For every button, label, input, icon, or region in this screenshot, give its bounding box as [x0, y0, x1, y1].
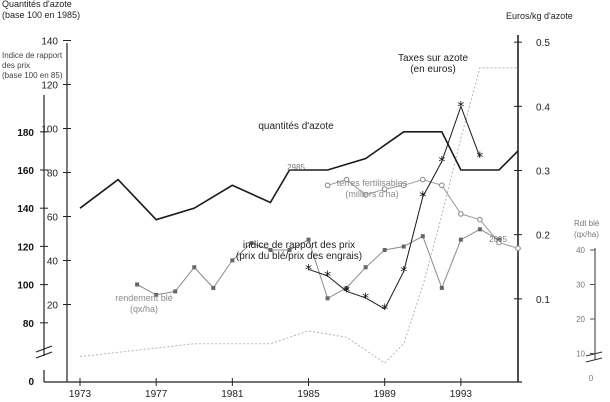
taxes-label-line-1: (en euros) [410, 64, 456, 75]
quantites-tick-label: 180 [17, 127, 34, 139]
indice-tick-label: 20 [46, 300, 58, 312]
taxes-line [80, 68, 518, 363]
x-tick-label: 1977 [145, 389, 168, 400]
indice-point: * [438, 154, 446, 171]
rdt-tick-label: 10 [576, 349, 585, 359]
terres-point [420, 177, 425, 182]
indice-line [309, 107, 480, 309]
quantites-label-line-0: quantités d'azote [258, 121, 334, 132]
indice-tick-label: 100 [41, 124, 58, 136]
rendement-point [230, 258, 234, 262]
x-tick-label: 1981 [221, 389, 244, 400]
indice-axis-title-line-2: (base 100 en 85) [2, 71, 63, 80]
rendement-point [478, 227, 482, 231]
rendement-point [326, 296, 330, 300]
x-tick-label: 1985 [297, 389, 320, 400]
x-tick-label: 1973 [68, 389, 92, 400]
indice-label-line-1: (prix du blé/prix des engrais) [235, 251, 363, 262]
terres-point [440, 183, 445, 188]
euros-tick-label: 0.4 [536, 102, 550, 114]
terres-point [516, 246, 521, 251]
rendement-point [459, 238, 463, 242]
indice-axis-title-line-1: des prix [2, 61, 31, 70]
rdt-tick-label: 30 [576, 280, 585, 290]
quantites-tick-label: 100 [17, 280, 34, 292]
rendement-point [440, 286, 444, 290]
quantites-tick-label: 140 [17, 204, 34, 216]
quantites-axis-title-line-1: (base 100 en 1985) [2, 10, 81, 20]
terres-label-line-0: terres fertilisables [336, 178, 408, 188]
x-tick-label: 1989 [373, 389, 396, 400]
terres-label-line-1: (milliers d'ha) [345, 189, 399, 199]
quantites-tick-label: 120 [17, 242, 34, 254]
terres-point [459, 212, 464, 217]
x-tick-label: 1993 [449, 389, 472, 400]
rendement-label-line-1: (qx/ha) [129, 304, 159, 314]
indice-point: * [381, 301, 389, 318]
indice-point: * [457, 99, 465, 116]
euros-tick-label: 0.5 [536, 38, 550, 50]
euros-tick-label: 0.3 [536, 166, 550, 178]
rendement-point [383, 248, 387, 252]
indice-tick-label: 40 [46, 256, 58, 268]
taxes-label-line-0: Taxes sur azote [397, 53, 469, 64]
terres-point [478, 217, 483, 222]
rendement-point [421, 234, 425, 238]
indice-axis-title-line-0: Indice de rapport [2, 51, 63, 60]
indice-tick-label: 120 [41, 80, 58, 92]
quantites-origin-label: 0 [28, 377, 34, 388]
indice-point: * [305, 262, 313, 279]
indice-point: * [362, 290, 370, 307]
rdt-tick-label: 40 [576, 246, 585, 255]
indice-point: * [324, 268, 332, 285]
terres-end-label: 2695 [489, 235, 507, 244]
rdt-tick-label: 20 [576, 315, 585, 324]
euros-tick-label: 0.2 [536, 230, 550, 242]
rendement-point [135, 283, 139, 287]
euros-axis-title: Euros/kg d'azote [506, 11, 573, 21]
indice-point: * [476, 150, 484, 167]
quantites-axis-title-line-0: Quantités d'azote [2, 0, 72, 9]
rdt-axis-title-line-1: (qx/ha) [574, 230, 599, 239]
indice-point: * [343, 284, 351, 301]
terres-start-label: 2985 [287, 163, 305, 172]
rendement-point [211, 286, 215, 290]
quantites-tick-label: 160 [17, 166, 34, 177]
indice-label-line-0: indice de rapport des prix [242, 240, 356, 251]
rendement-point [364, 265, 368, 269]
rendement-point [192, 265, 196, 269]
euros-tick-label: 0.1 [536, 294, 550, 306]
terres-point [325, 183, 330, 188]
rdt-origin-label: 0 [588, 374, 594, 383]
indice-point: * [400, 264, 408, 281]
indice-point: * [419, 189, 427, 206]
quantites-tick-label: 80 [22, 318, 34, 330]
series-layer [80, 68, 520, 363]
quantites-line [80, 132, 518, 220]
rdt-axis-title-line-0: Rdt blé [574, 219, 600, 228]
rendement-point [402, 245, 406, 249]
indice-tick-label: 80 [46, 168, 58, 180]
axes-layer [36, 35, 602, 386]
rendement-label-line-0: rendement blé [115, 293, 173, 303]
indice-tick-label: 140 [41, 36, 58, 48]
rendement-point [173, 289, 177, 293]
indice-tick-label: 60 [46, 212, 58, 224]
